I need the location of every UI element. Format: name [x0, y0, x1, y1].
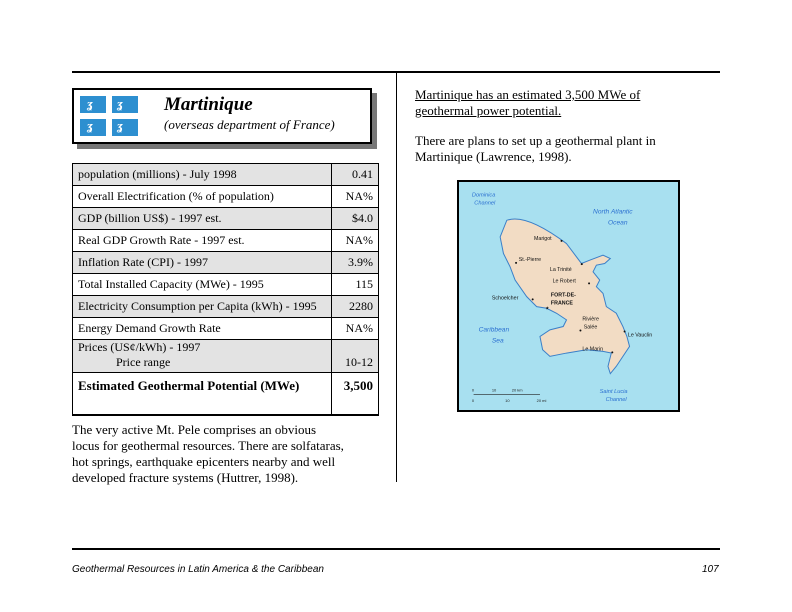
- svg-text:Channel: Channel: [474, 200, 496, 207]
- svg-text:Sea: Sea: [491, 337, 504, 345]
- svg-text:Rivière: Rivière: [582, 316, 599, 323]
- svg-text:Ocean: Ocean: [607, 219, 628, 227]
- svg-text:Salée: Salée: [583, 324, 598, 331]
- table-total-row: Estimated Geothermal Potential (MWe) 3,500: [73, 373, 379, 416]
- table-row: Energy Demand Growth Rate NA%: [73, 318, 379, 340]
- table-row: Inflation Rate (CPI) - 1997 3.9%: [73, 252, 379, 274]
- svg-text:North Atlantic: North Atlantic: [593, 208, 633, 216]
- svg-text:20 km: 20 km: [511, 387, 523, 393]
- table-row: Electricity Consumption per Capita (kWh) - 1995 2280: [73, 296, 379, 318]
- right-body-paragraph: There are plans to set up a geothermal plant in Martinique (Lawrence, 1998).: [415, 133, 656, 164]
- column-divider: [396, 72, 397, 482]
- table-row: GDP (billion US$) - 1997 est. $4.0: [73, 208, 379, 230]
- svg-text:FRANCE: FRANCE: [550, 300, 573, 307]
- country-subtitle: (overseas department of France): [164, 117, 335, 132]
- svg-text:★: ★: [545, 305, 550, 311]
- country-header: [72, 88, 372, 144]
- bottom-rule: [72, 548, 720, 550]
- svg-text:Marigot: Marigot: [533, 236, 552, 243]
- svg-text:FORT-DE-: FORT-DE-: [550, 292, 576, 299]
- table-row: Overall Electrification (% of population) NA%: [73, 186, 379, 208]
- svg-text:Dominica: Dominica: [471, 192, 496, 199]
- table-row: Real GDP Growth Rate - 1997 est. NA%: [73, 230, 379, 252]
- svg-text:Schoelcher: Schoelcher: [491, 295, 519, 302]
- country-stats-table: [72, 163, 379, 416]
- svg-text:Le Vauclin: Le Vauclin: [627, 332, 653, 339]
- page-number: 107: [702, 564, 719, 575]
- table-row: population (millions) - July 1998 0.41: [73, 164, 379, 186]
- svg-text:Saint Lucia: Saint Lucia: [599, 388, 628, 395]
- svg-text:0: 0: [471, 387, 475, 393]
- table-row: Prices (US¢/kWh) - 1997 Price range 10-12: [73, 340, 379, 373]
- svg-text:Le Robert: Le Robert: [552, 278, 576, 285]
- svg-text:10: 10: [505, 398, 510, 404]
- svg-text:20 mi: 20 mi: [536, 398, 547, 404]
- svg-text:St.-Pierre: St.-Pierre: [518, 257, 542, 264]
- svg-text:Caribbean: Caribbean: [478, 326, 510, 334]
- svg-text:Channel: Channel: [605, 397, 627, 404]
- svg-text:0: 0: [471, 398, 475, 404]
- left-paragraph: The very active Mt. Pele comprises an obvious locus for geothermal resources. There are solfataras, hot springs, earthquake epicenters nearby and well developed fracture systems (Huttrer, 1998).: [72, 422, 344, 485]
- flag-image: ʓ ʓ ʓ ʓ: [80, 96, 138, 136]
- svg-text:La Trinité: La Trinité: [549, 266, 572, 273]
- right-lead-paragraph: Martinique has an estimated 3,500 MWe of geothermal power potential.: [415, 87, 641, 118]
- martinique-map: [457, 180, 680, 412]
- map-scale-bar: [472, 388, 547, 404]
- table-row: Total Installed Capacity (MWe) - 1995 115: [73, 274, 379, 296]
- country-title: Martinique: [164, 94, 253, 115]
- svg-text:Le Marin: Le Marin: [582, 346, 604, 353]
- svg-text:10: 10: [491, 387, 497, 393]
- footer-title: Geothermal Resources in Latin America & the Caribbean: [72, 564, 324, 575]
